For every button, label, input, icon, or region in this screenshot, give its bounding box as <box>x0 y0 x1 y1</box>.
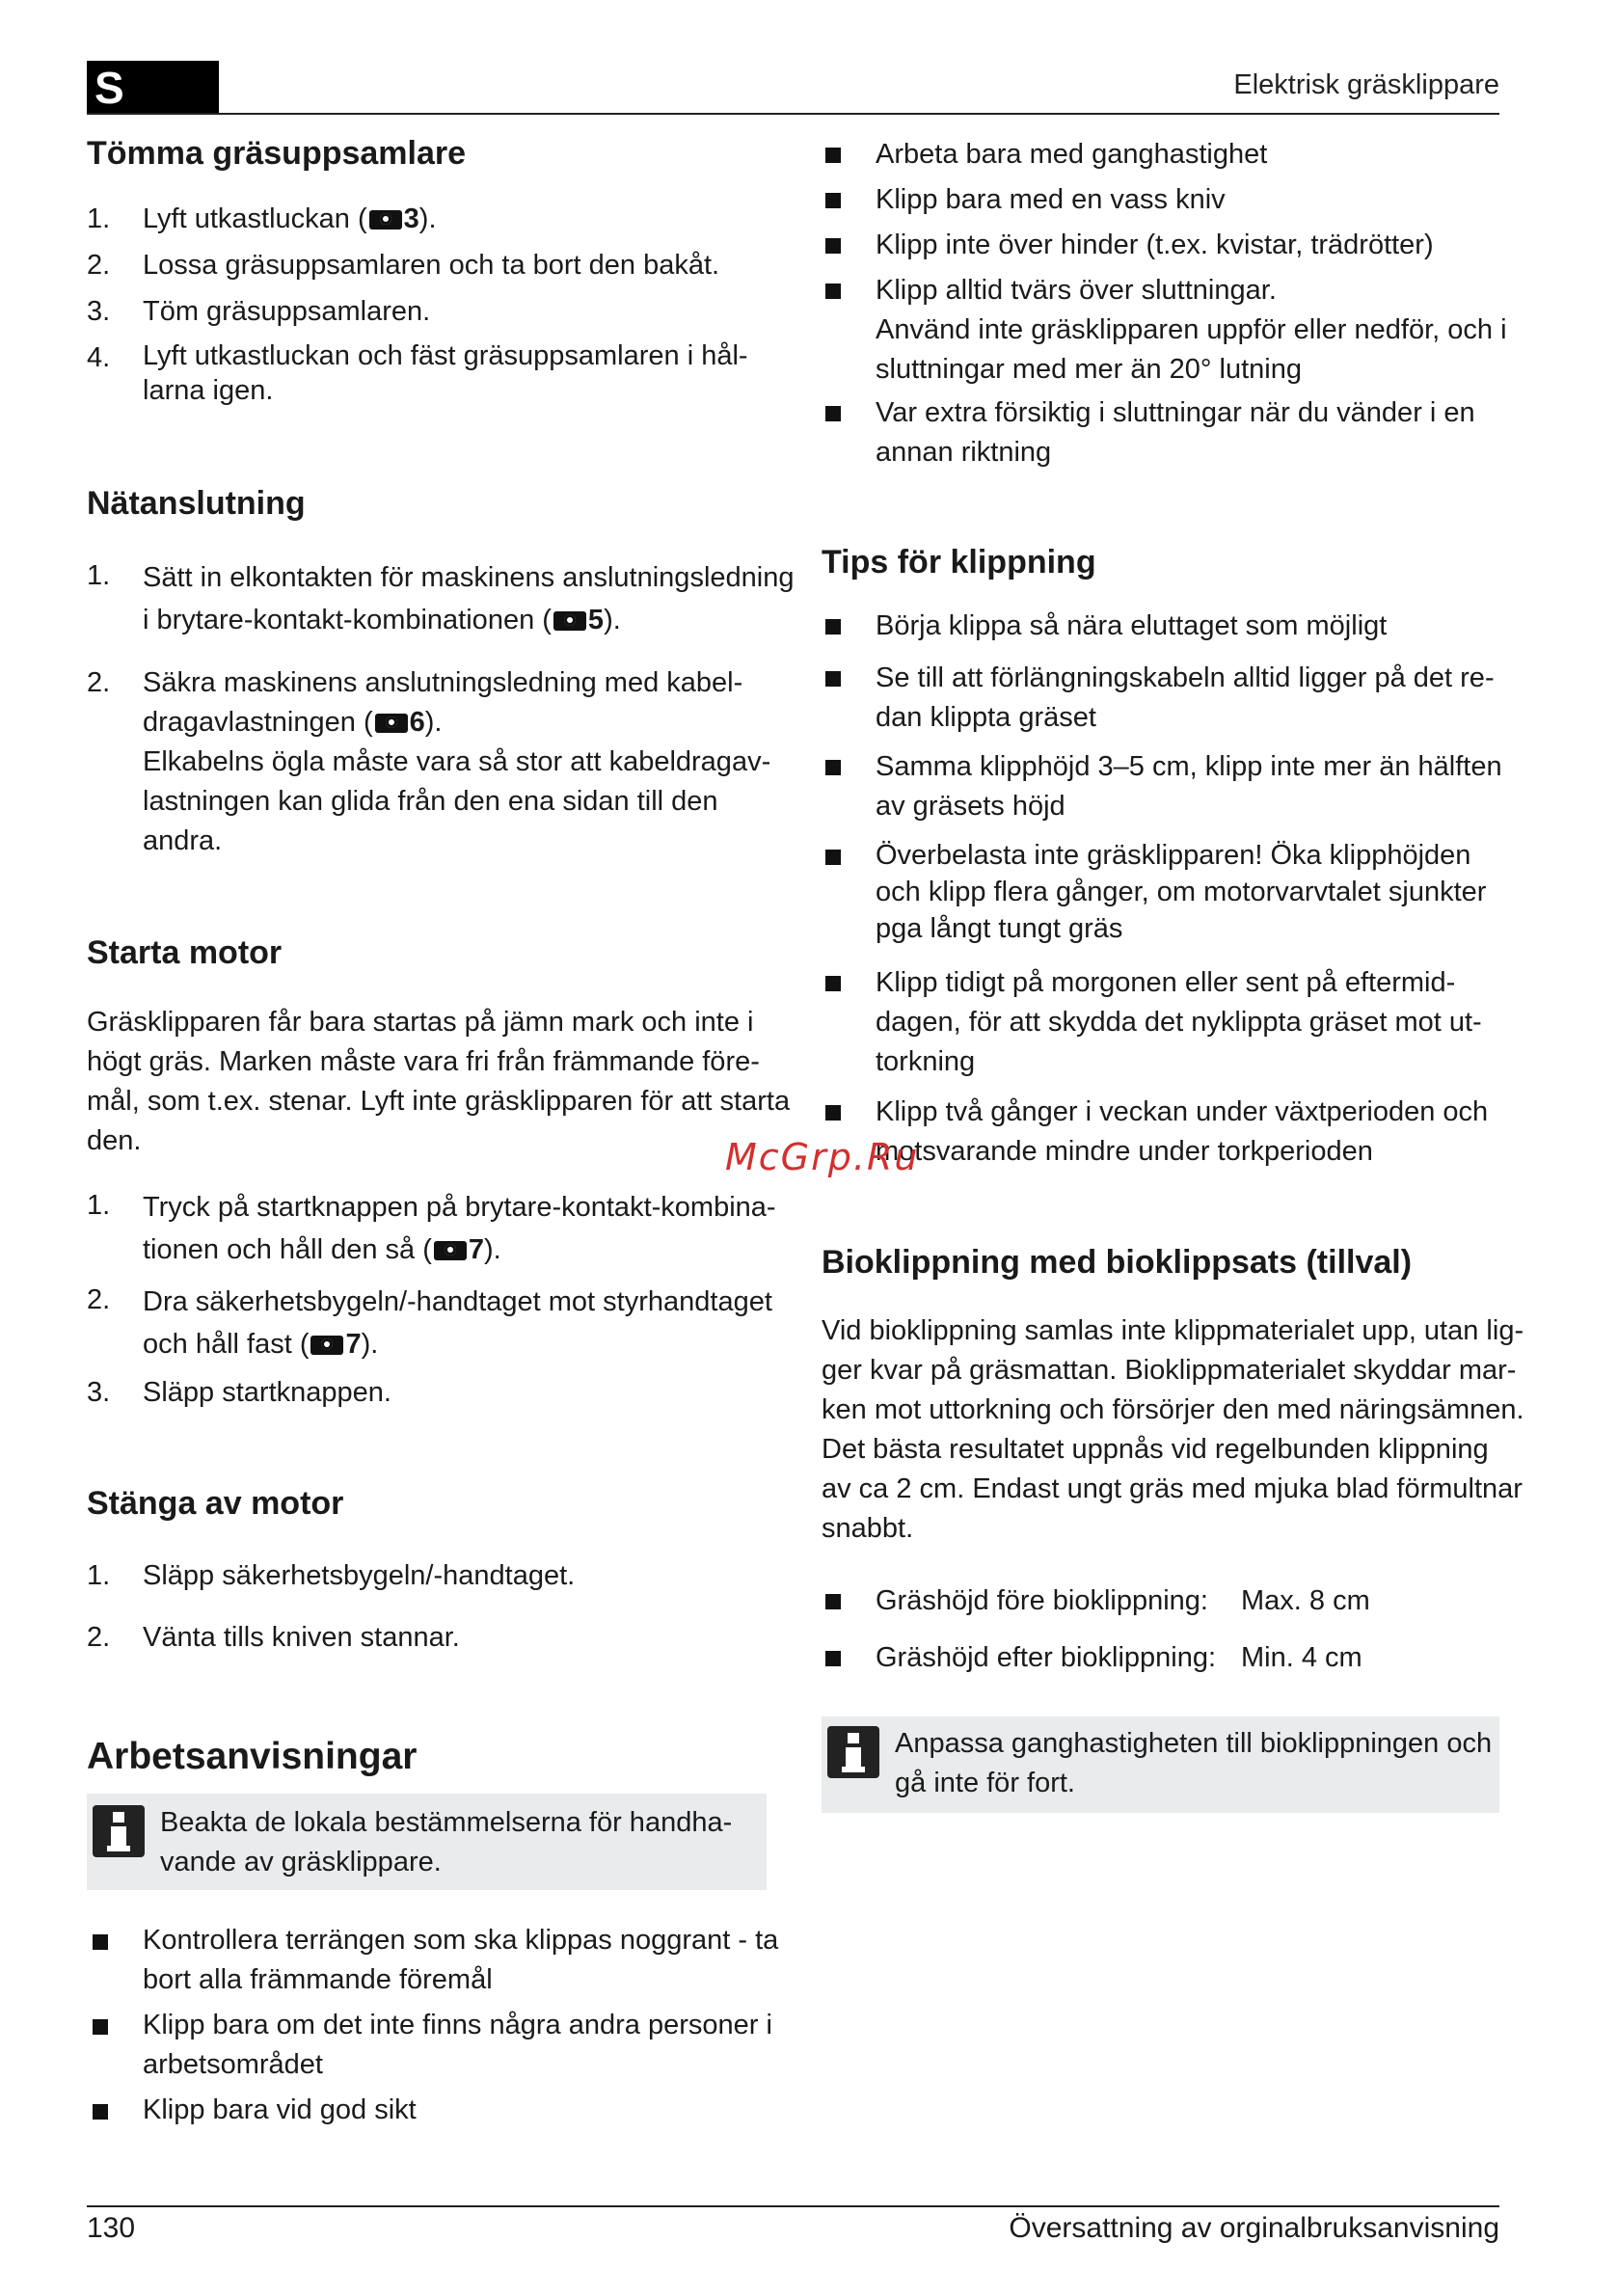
bullet-text: Kontrollera terrängen som ska klippas noggrant - ta bort alla främmande föremål <box>143 1925 779 1995</box>
bullet-square <box>825 760 841 775</box>
language-tab: S <box>87 61 219 115</box>
step-number: 2. <box>87 667 111 698</box>
info-text: Anpassa ganghastigheten till bioklippningen och gå inte för fort. <box>895 1728 1493 1798</box>
step-text: Släpp startknappen. <box>143 1377 391 1408</box>
bullet-text: Överbelasta inte gräsklipparen! Öka klipphöjden och klipp flera gånger, om motorvarvtalet sjunkter pga långt tungt gräs <box>876 840 1487 944</box>
step-text: Vänta tills kniven stannar. <box>143 1622 460 1653</box>
info-box <box>87 1794 767 1890</box>
bullet-text: Klipp tidigt på morgonen eller sent på eftermid- dagen, för att skydda det nyklippta gräset mot ut- torkning <box>876 967 1482 1077</box>
bullet-text: Klipp bara med en vass kniv <box>876 184 1226 215</box>
step-number: 3. <box>87 1377 111 1408</box>
step-number: 2. <box>87 1622 111 1653</box>
spec-value: Min. 4 cm <box>1241 1642 1362 1673</box>
step-text: Töm gräsuppsamlaren. <box>143 296 431 327</box>
step-number: 4. <box>87 342 111 373</box>
step-number: 1. <box>87 560 111 591</box>
bullet-square <box>825 976 841 991</box>
step-number: 2. <box>87 250 111 281</box>
bullet-text: Samma klipphöjd 3–5 cm, klipp inte mer än hälften av gräsets höjd <box>876 751 1502 822</box>
bullet-square <box>825 850 841 865</box>
bullet-square <box>825 1594 841 1609</box>
section-title-empty-collector: Tömma gräsuppsamlare <box>87 135 467 172</box>
page-number: 130 <box>87 2212 136 2244</box>
step-text: Sätt in elkontakten för maskinens anslutningsledning i brytare-kontakt-kombinationen ( 5). <box>143 562 795 635</box>
step-number: 2. <box>87 1284 111 1315</box>
camera-icon <box>369 210 402 230</box>
bullet-square <box>825 148 841 163</box>
bullet-text: Var extra försiktig i sluttningar när du vänder i en annan riktning <box>876 397 1475 468</box>
step-text: Tryck på startknappen på brytare-kontakt-kombina- tionen och håll den så ( 7). <box>143 1192 776 1265</box>
info-box <box>822 1716 1499 1813</box>
bullet-square <box>93 2104 108 2120</box>
info-icon <box>93 1805 145 1857</box>
spec-value: Max. 8 cm <box>1241 1585 1370 1616</box>
camera-icon <box>310 1336 343 1355</box>
mulching-intro: Vid bioklippning samlas inte klippmaterialet upp, utan lig- ger kvar på gräsmattan. Bioklippmaterialet skyddar mar- ken mot uttorkning och försörjer den med näringsämnen. Det bästa resultatet uppnås vid regelbunden klippning av ca 2 cm. Endast ungt gräs med mjuka blad förmultnar snabbt. <box>822 1315 1524 1544</box>
camera-icon <box>434 1241 467 1260</box>
bullet-text: Klipp alltid tvärs över sluttningar. Använd inte gräsklipparen uppför eller nedför, och i sluttningar med mer än 20° lutning <box>876 275 1507 385</box>
bullet-square <box>825 1651 841 1666</box>
section-title-mains-connection: Nätanslutning <box>87 485 306 522</box>
step-text: Lyft utkastluckan och fäst gräsuppsamlaren i hål- larna igen. <box>143 340 748 406</box>
footer-note: Översattning av orginalbruksanvisning <box>1009 2212 1499 2244</box>
bullet-square <box>825 193 841 208</box>
bullet-text: Klipp bara vid god sikt <box>143 2094 417 2125</box>
step-text: Lyft utkastluckan ( 3). <box>143 203 437 234</box>
step-text: Lossa gräsuppsamlaren och ta bort den bakåt. <box>143 250 720 281</box>
bullet-text: Börja klippa så nära eluttaget som möjligt <box>876 610 1388 641</box>
section-title-work-instructions: Arbetsanvisningar <box>87 1736 418 1777</box>
step-number: 1. <box>87 203 111 234</box>
step-number: 3. <box>87 296 111 327</box>
spec-label: Gräshöjd efter bioklippning: <box>876 1642 1217 1673</box>
step-number: 1. <box>87 1190 111 1221</box>
camera-icon <box>553 611 586 631</box>
step-text: Dra säkerhetsbygeln/-handtaget mot styrhandtaget och håll fast ( 7). <box>143 1286 772 1360</box>
section-title-mowing-tips: Tips för klippning <box>822 544 1096 581</box>
section-title-start-motor: Starta motor <box>87 934 283 971</box>
bullet-text: Arbeta bara med ganghastighet <box>876 139 1268 170</box>
bullet-square <box>825 406 841 421</box>
bullet-square <box>825 1105 841 1121</box>
section-title-stop-motor: Stänga av motor <box>87 1485 344 1522</box>
header-rule <box>87 113 1499 115</box>
bullet-text: Klipp bara om det inte finns några andra personer i arbetsområdet <box>143 2010 772 2080</box>
bullet-text: Klipp två gånger i veckan under växtperioden och motsvarande mindre under torkperioden <box>876 1096 1489 1167</box>
spec-label: Gräshöjd före bioklippning: <box>876 1585 1208 1616</box>
bullet-square <box>825 619 841 635</box>
start-motor-intro: Gräsklipparen får bara startas på jämn mark och inte i högt gräs. Marken måste vara fri från främmande före- mål, som t.ex. stenar. Lyft inte gräsklipparen för att starta den. <box>87 1007 791 1156</box>
bullet-text: Klipp inte över hinder (t.ex. kvistar, trädrötter) <box>876 230 1434 260</box>
bullet-text: Se till att förlängningskabeln alltid ligger på det re- dan klippta gräset <box>876 662 1495 733</box>
info-text: Beakta de lokala bestämmelserna för handha- vande av gräsklippare. <box>160 1807 733 1877</box>
bullet-square <box>825 284 841 299</box>
footer-rule <box>87 2205 1499 2207</box>
bullet-square <box>93 1934 108 1950</box>
step-number: 1. <box>87 1560 111 1591</box>
camera-icon <box>375 714 408 733</box>
bullet-square <box>825 238 841 254</box>
watermark: McGrp.Ru <box>725 1136 920 1178</box>
bullet-square <box>93 2019 108 2035</box>
step-text: Släpp säkerhetsbygeln/-handtaget. <box>143 1560 576 1591</box>
bullet-square <box>825 671 841 687</box>
step-text: Säkra maskinens anslutningsledning med kabel- dragavlastningen ( 6). Elkabelns ögla måste vara så stor att kabeldragav- lastningen kan glida från den ena sidan till den andra. <box>143 667 771 856</box>
section-title-mulching: Bioklippning med bioklippsats (tillval) <box>822 1244 1413 1281</box>
info-icon <box>827 1726 879 1778</box>
header-title: Elektrisk gräsklippare <box>1233 69 1499 100</box>
